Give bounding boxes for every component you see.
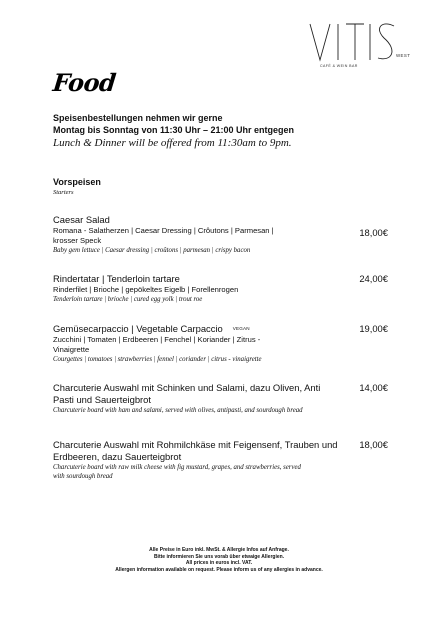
section-title: Vorspeisen (53, 177, 101, 187)
section-heading (53, 177, 101, 197)
item-english: Tenderloin tartare | brioche | cured egg yolk | trout roe (53, 296, 203, 303)
vitis-logo-mark-icon (308, 18, 411, 64)
vegan-tag: VEGAN (232, 326, 250, 331)
item-name: Gemüsecarpaccio | Vegetable Carpaccio $^{VEGAN}$ (53, 323, 250, 334)
item-name: Caesar Salad (53, 214, 110, 225)
intro-line-1: Speisenbestellungen nehmen wir gerne (53, 113, 223, 123)
item-english: Charcuterie board with raw milk cheese with fig mustard, grapes, and strawberries, served with sourdough bread (53, 464, 301, 480)
logo-tagline: CAFÉ & WEIN BAR (320, 64, 358, 68)
menu-item (53, 382, 388, 415)
item-description: Zucchini | Tomaten | Erdbeeren | Fenchel | Koriander | Zitrus - Vinaigrette (53, 335, 261, 354)
section-subtitle: Starters (53, 189, 74, 196)
menu-item (53, 273, 388, 304)
item-price: 24,00€ (359, 273, 388, 284)
footer-line-2: Bitte informieren Sie uns vorab über etwaige Allergien. (153, 553, 285, 560)
item-description: Rinderfilet | Brioche | gepökeltes Eigelb | Forellenrogen (53, 285, 239, 294)
item-price: 14,00€ (359, 382, 388, 393)
intro-line-2: Montag bis Sonntag von 11:30 Uhr – 21:00 Uhr entgegen (53, 125, 295, 135)
menu-item (53, 439, 388, 481)
item-english: Courgettes | tomatoes | strawberries | fennel | coriander | citrus - vinaigrette (53, 356, 262, 363)
vitis-logo (308, 18, 411, 74)
intro-line-3: Lunch & Dinner will be offered from 11:30am to 9pm. (53, 137, 292, 149)
item-price: 18,00€ (359, 227, 388, 238)
item-english: Baby gem lettuce | Caesar dressing | croûtons | parmesan | crispy bacon (53, 247, 251, 254)
item-price: 18,00€ (359, 439, 388, 450)
item-price: 19,00€ (359, 323, 388, 334)
item-description: Romana - Salatherzen | Caesar Dressing | Crôutons | Parmesan | krosser Speck (53, 226, 274, 245)
item-name: Charcuterie Auswahl mit Rohmilchkäse mit Feigensenf, Trauben und Erdbeeren, dazu Sauerteigbrot (53, 439, 338, 462)
item-name: Charcuterie Auswahl mit Schinken und Salami, dazu Oliven, Anti Pasti und Sauerteigbrot (53, 382, 321, 405)
footer-line-3: All prices in euros incl. VAT. (185, 560, 253, 567)
item-english: Charcuterie board with ham and salami, served with olives, antipasti, and sourdough bread (53, 407, 303, 414)
menu-item (53, 214, 388, 255)
menu-item (53, 323, 388, 364)
logo-west-text: WEST (396, 53, 411, 58)
footer-line-4: Allergen information available on request. Please inform us of any allergies in advance. (115, 566, 323, 573)
item-name: Rindertatar | Tenderloin tartare (53, 273, 180, 284)
opening-hours-info (53, 112, 393, 150)
page-title: Food (51, 68, 118, 97)
price-allergy-note (0, 547, 438, 573)
footer-line-1: Alle Preise in Euro inkl. MwSt. & Allergie Infos auf Anfrage. (149, 547, 289, 553)
